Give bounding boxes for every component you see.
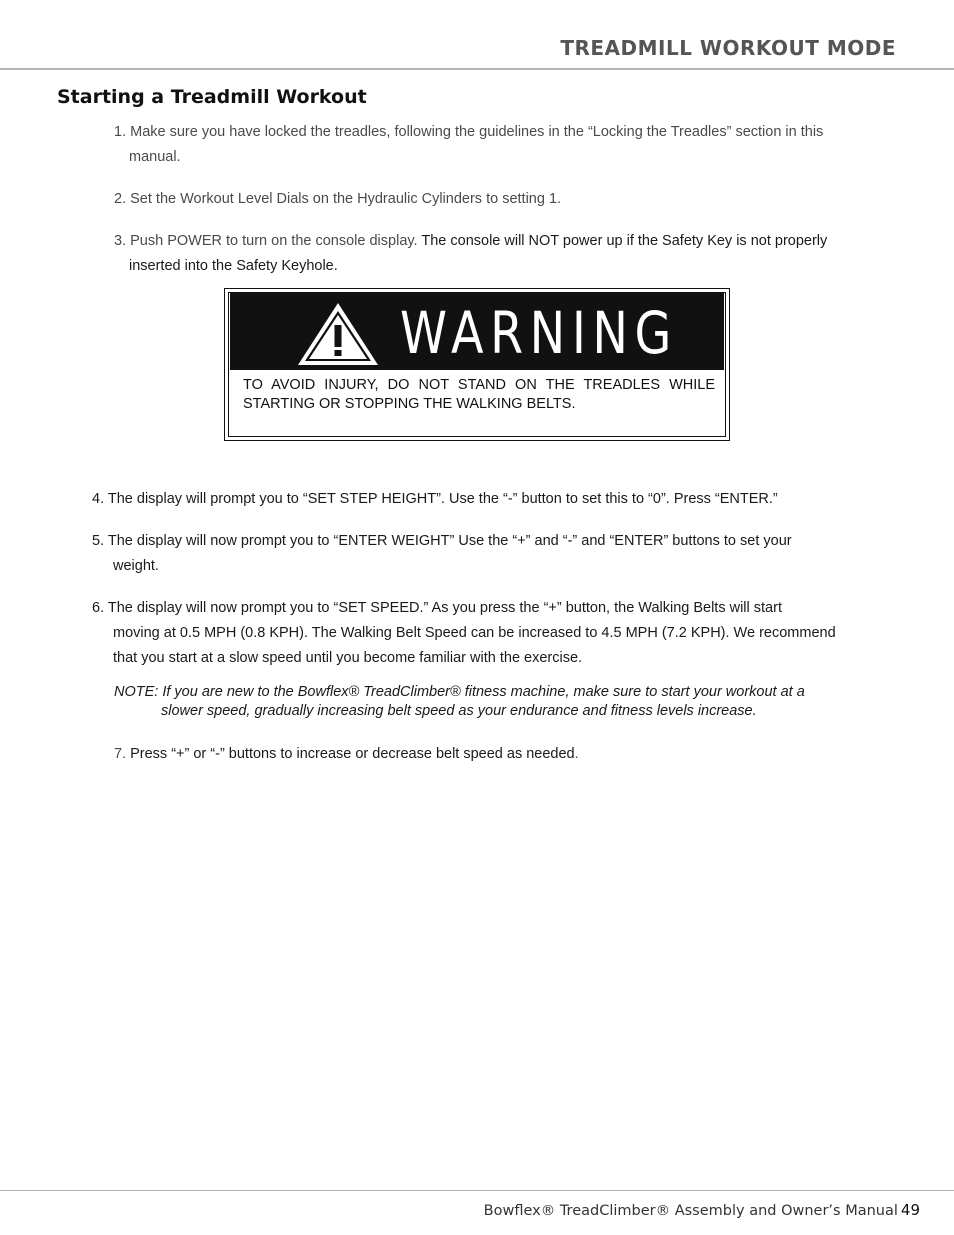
warning-triangle-icon — [296, 301, 380, 367]
step-4-line-1: 4. The display will prompt you to “SET STEP HEIGHT”. Use the “-” button to set this to “0”. Press “ENTER.” — [92, 491, 778, 507]
step-7-number: 7. — [114, 746, 127, 762]
step-6-line-3: that you start at a slow speed until you become familiar with the exercise. — [113, 650, 583, 666]
page-number: 49 — [900, 1201, 920, 1219]
step-1-line-2: manual. — [129, 149, 181, 165]
step-6 — [92, 596, 912, 671]
step-3-line-1-black: The console will NOT power up if the Safety Key is not properly — [417, 233, 828, 249]
warning-text: TO AVOID INJURY, DO NOT STAND ON THE TREADLES WHILE STARTING OR STOPPING THE WALKING BELTS. — [243, 377, 715, 412]
header-divider — [0, 68, 954, 70]
step-7-period: . — [574, 746, 579, 762]
step-7 — [114, 742, 904, 767]
step-4 — [92, 487, 912, 512]
section-title: Starting a Treadmill Workout — [57, 86, 367, 108]
step-3-line-1-grey: 3. Push POWER to turn on the console display. — [114, 233, 418, 249]
step-6-line-2: moving at 0.5 MPH (0.8 KPH). The Walking Belt Speed can be increased to 4.5 MPH (7.2 KPH). We recommend — [113, 625, 836, 641]
page-footer — [484, 1201, 920, 1219]
warning-box — [224, 288, 730, 441]
step-1 — [114, 120, 904, 170]
step-3-line-1 — [114, 229, 904, 254]
step-7-text: Press “+” or “-” buttons to increase or decrease belt speed as needed — [126, 746, 575, 762]
footer-divider — [0, 1190, 954, 1191]
note-line-2: slower speed, gradually increasing belt speed as your endurance and fitness levels increase. — [161, 703, 757, 719]
step-2-line-1: 2. Set the Workout Level Dials on the Hydraulic Cylinders to setting 1. — [114, 191, 562, 207]
warning-title: WARNING — [400, 299, 678, 367]
note — [114, 683, 904, 721]
step-6-line-1: 6. The display will now prompt you to “SET SPEED.” As you press the “+” button, the Walking Belts will start — [92, 600, 782, 616]
step-7-line-1 — [114, 742, 904, 767]
step-5-line-1: 5. The display will now prompt you to “ENTER WEIGHT” Use the “+” and “-” and “ENTER” buttons to set your — [92, 533, 792, 549]
step-3 — [114, 229, 904, 279]
step-1-line-1: 1. Make sure you have locked the treadles, following the guidelines in the “Locking the Treadles” section in this — [114, 124, 824, 140]
footer-manual-title: Bowflex® TreadClimber® Assembly and Owner’s Manual — [483, 1203, 898, 1219]
note-line-1: NOTE: If you are new to the Bowflex® TreadClimber® fitness machine, make sure to start your workout at a — [114, 684, 805, 700]
step-5 — [92, 529, 912, 579]
warning-banner — [230, 293, 724, 370]
page-header-title: TREADMILL WORKOUT MODE — [560, 36, 896, 60]
step-3-line-2: inserted into the Safety Keyhole. — [129, 258, 338, 274]
step-5-line-2: weight. — [113, 558, 159, 574]
step-2 — [114, 187, 904, 212]
